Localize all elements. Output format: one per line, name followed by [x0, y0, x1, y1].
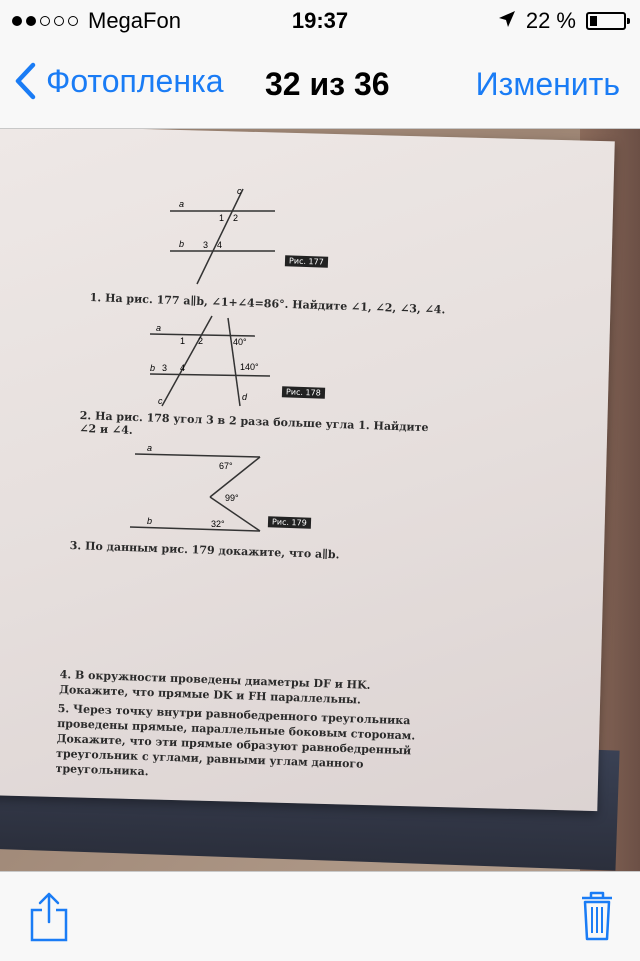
- fig178-label-c: c: [158, 396, 163, 406]
- task-2-text: 2. На рис. 178 угол 3 в 2 раза больше угла 1. Найдите ∠2 и ∠4.: [79, 409, 429, 437]
- carrier-name: MegaFon: [88, 8, 181, 33]
- fig178-angle-40: 40°: [233, 337, 247, 347]
- fig178-label-b: b: [150, 363, 156, 373]
- trash-icon: [580, 890, 614, 942]
- location-arrow-icon: [498, 8, 516, 34]
- fig177-label-b: b: [179, 239, 185, 249]
- figure-179: [125, 439, 275, 539]
- battery-percent: 22 %: [525, 8, 576, 33]
- fig179-angle-99: 99°: [225, 493, 239, 503]
- fig178-label-1: 1: [180, 336, 186, 346]
- task-4-text: 4. В окружности проведены диаметры DF и HK. Докажите, что прямые DK и FH параллельны.: [58, 667, 371, 707]
- fig-178-caption: Рис. 178: [282, 386, 325, 398]
- fig-177-caption: Рис. 177: [285, 255, 328, 267]
- fig178-angle-140: 140°: [240, 362, 259, 372]
- fig-179-caption: Рис. 179: [268, 516, 311, 528]
- navigation-bar: [0, 40, 640, 129]
- back-button[interactable]: [14, 62, 223, 100]
- figure-177: [165, 184, 335, 294]
- fig177-label-1: 1: [219, 213, 225, 223]
- fig179-angle-67: 67°: [219, 461, 233, 471]
- share-button[interactable]: [28, 892, 70, 947]
- status-right: [498, 8, 626, 34]
- fig177-label-a: a: [179, 199, 185, 209]
- photo-counter-title: 32 из 36: [265, 66, 390, 102]
- back-label: Фотопленка: [46, 62, 224, 99]
- fig178-label-d: d: [242, 392, 248, 402]
- fig179-label-b: b: [147, 516, 153, 526]
- edit-button[interactable]: Изменить: [475, 66, 620, 102]
- fig178-label-a: a: [156, 323, 162, 333]
- clock: 19:37: [291, 8, 349, 33]
- fig178-label-3: 3: [162, 363, 168, 373]
- chevron-left-icon: [14, 62, 36, 100]
- delete-button[interactable]: [580, 890, 614, 947]
- fig177-label-3: 3: [203, 240, 209, 250]
- battery-icon: [586, 12, 626, 30]
- figure-178: [140, 314, 320, 419]
- status-bar: [0, 0, 640, 40]
- fig179-angle-32: 32°: [211, 519, 225, 529]
- fig178-label-4: 4: [180, 363, 186, 373]
- task-3-text: 3. По данным рис. 179 докажите, что a∥b.: [69, 539, 340, 562]
- battery-level: [590, 16, 597, 26]
- fig177-label-c: c: [237, 186, 242, 196]
- fig179-label-a: a: [147, 443, 153, 453]
- share-icon: [28, 892, 70, 942]
- bottom-toolbar: [0, 871, 640, 961]
- fig177-label-2: 2: [233, 213, 239, 223]
- task-5-text: 5. Через точку внутри равнобедренного треугольника проведены прямые, параллельные боковым сторонам. Докажите, что эти прямые образуют равнобедренный треугольник с углами, равными углам данного треугольника.: [55, 701, 416, 779]
- fig177-label-4: 4: [217, 240, 223, 250]
- photo-view[interactable]: [0, 129, 640, 871]
- fig178-label-2: 2: [198, 336, 204, 346]
- task-1-text: 1. На рис. 177 a∥b, ∠1+∠4=86°. Найдите ∠1, ∠2, ∠3, ∠4.: [89, 291, 446, 317]
